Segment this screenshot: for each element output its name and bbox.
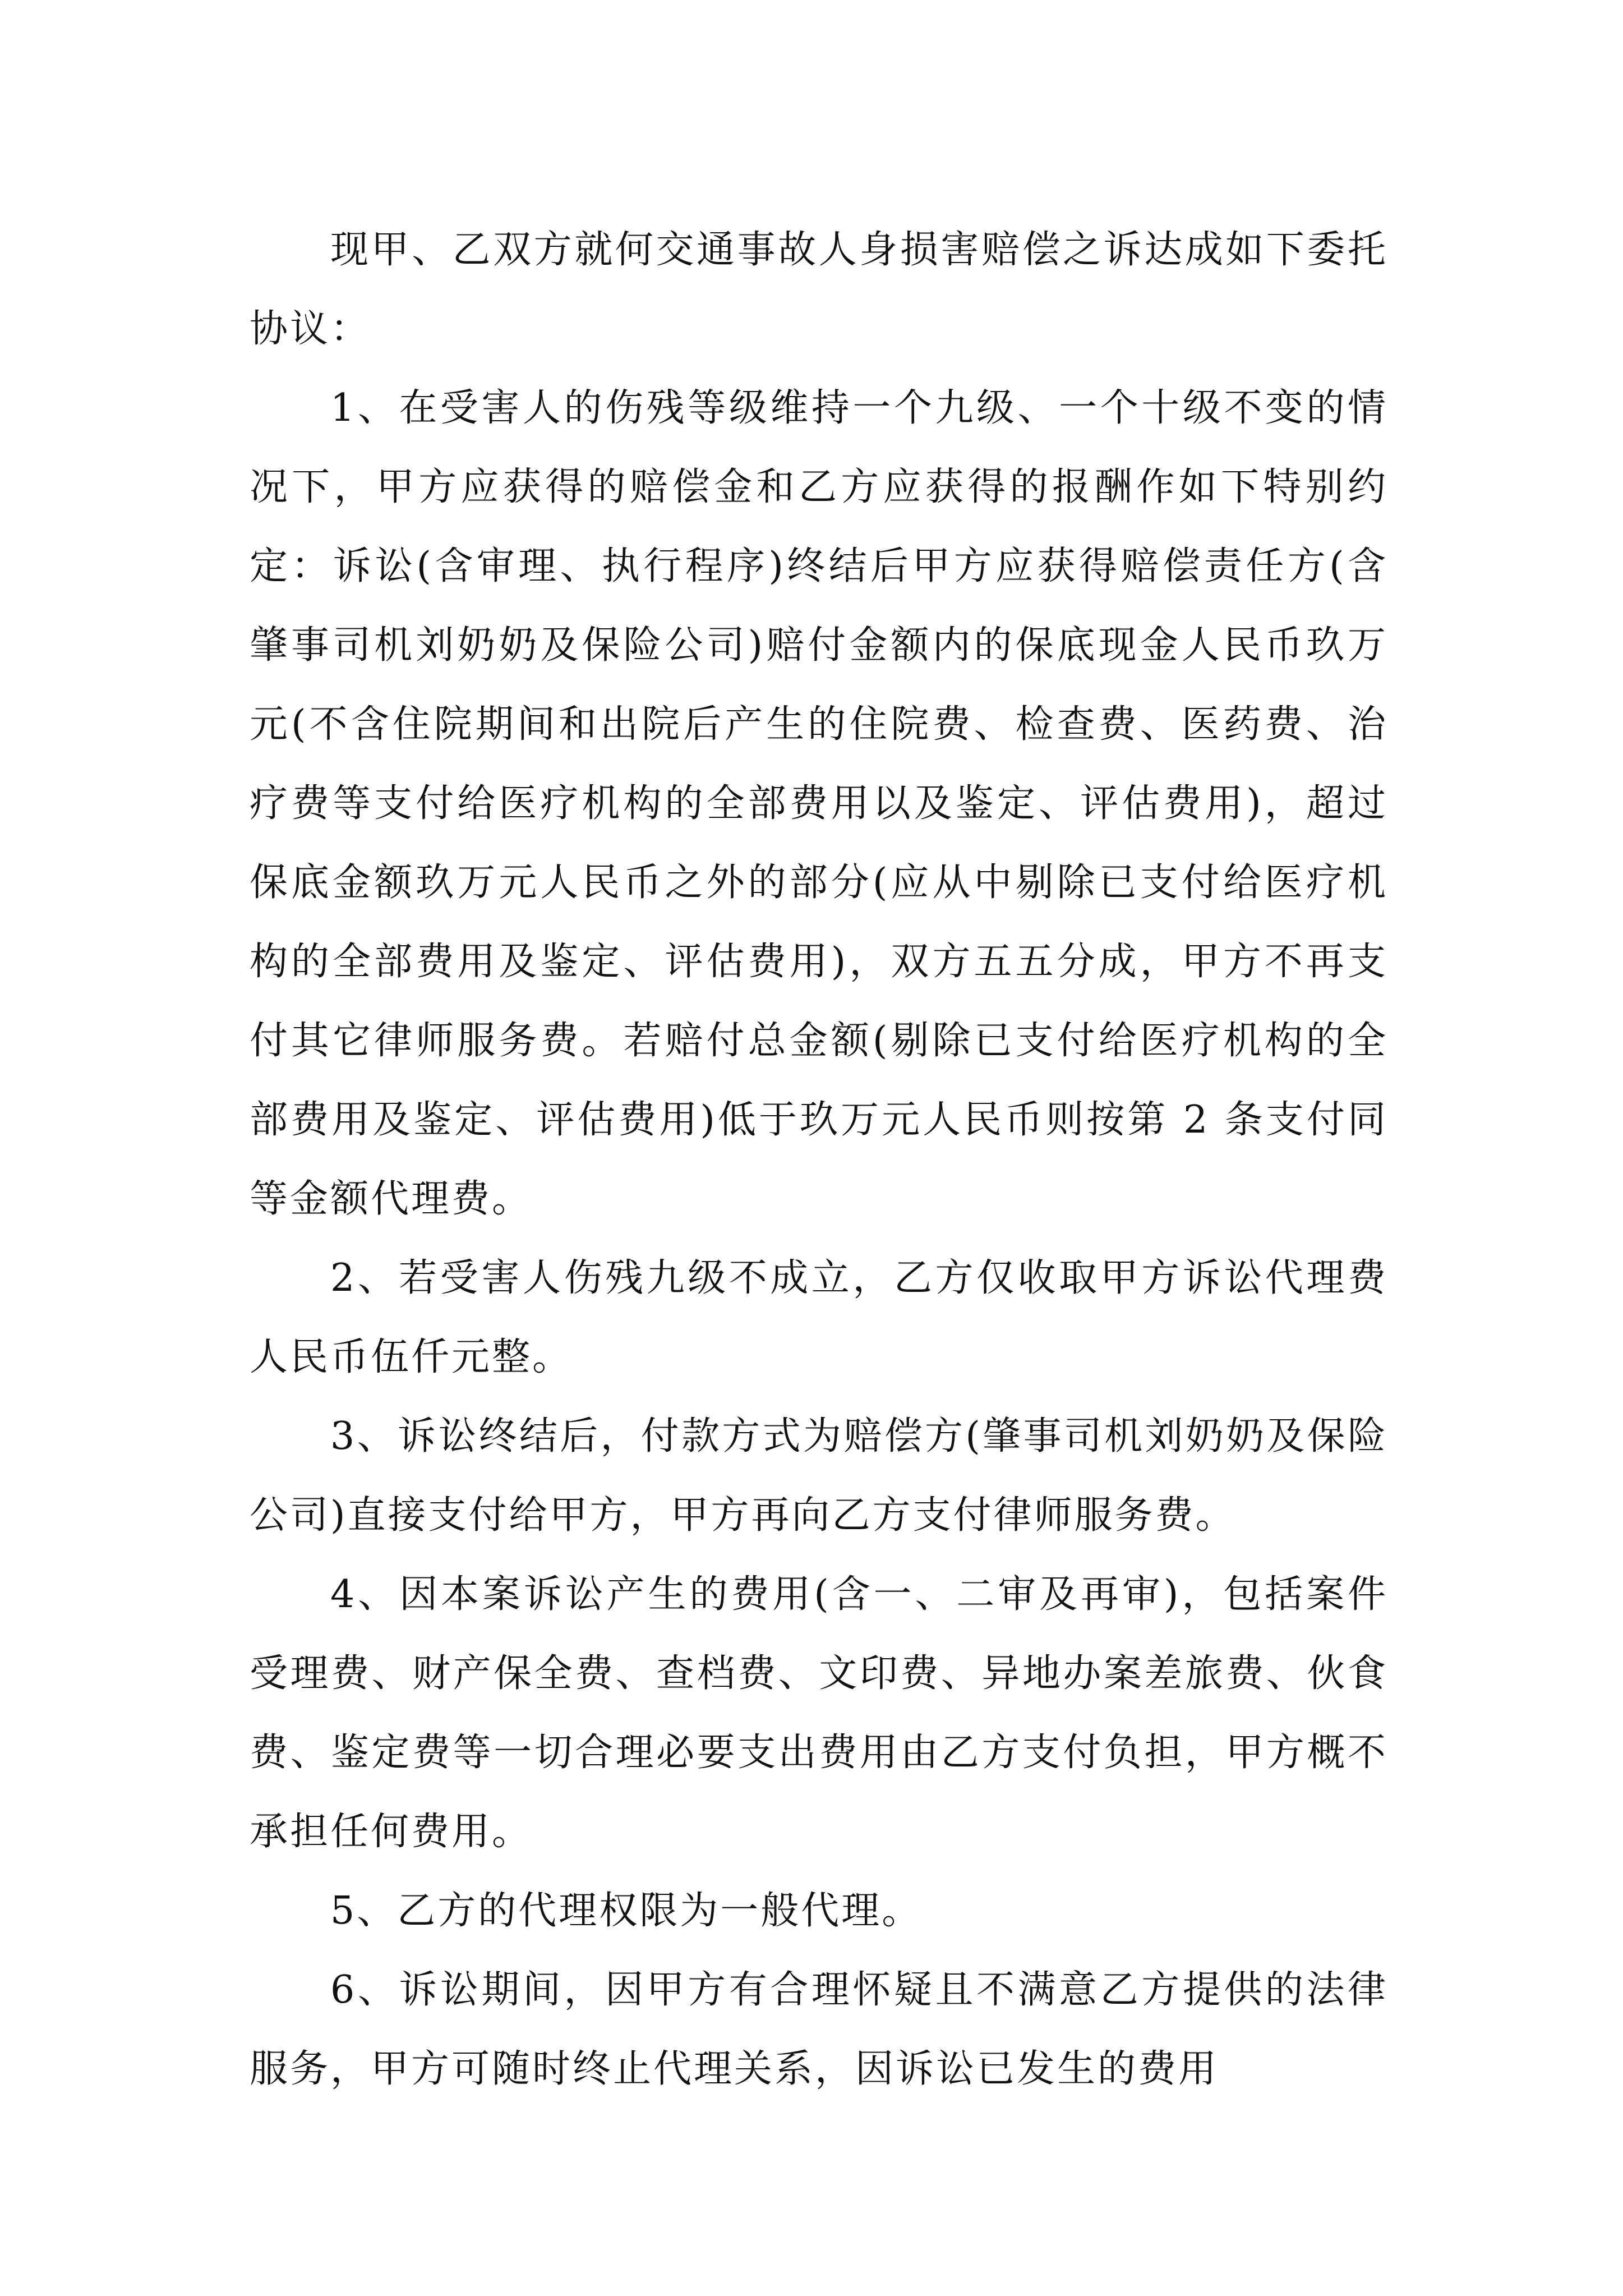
paragraph-clause-5: 5、乙方的代理权限为一般代理。 [330, 1889, 923, 1933]
paragraph-clause-4: 4、因本案诉讼产生的费用(含一、二审及再审)，包括案件受理费、财产保全费、查档费、文印费、异地办案差旅费、伙食费、鉴定费等一切合理必要支出费用由乙方支付负担，甲方概不承担任何费用。 [250, 1572, 1388, 1854]
paragraph-clause-2: 2、若受害人伤残九级不成立，乙方仅收取甲方诉讼代理费人民币伍仟元整。 [250, 1256, 1388, 1379]
paragraph-clause-3: 3、诉讼终结后，付款方式为赔偿方(肇事司机刘奶奶及保险公司)直接支付给甲方，甲方再向乙方支付律师服务费。 [250, 1414, 1388, 1538]
paragraph-intro: 现甲、乙双方就何交通事故人身损害赔偿之诉达成如下委托协议： [250, 228, 1388, 351]
paragraph-clause-6: 6、诉讼期间，因甲方有合理怀疑且不满意乙方提供的法律服务，甲方可随时终止代理关系，因诉讼已发生的费用 [250, 1968, 1388, 2091]
document-body [250, 210, 1388, 2109]
paragraph-clause-1: 1、在受害人的伤残等级维持一个九级、一个十级不变的情况下，甲方应获得的赔偿金和乙方应获得的报酬作如下特别约定：诉讼(含审理、执行程序)终结后甲方应获得赔偿责任方(含肇事司机刘奶奶及保险公司)赔付金额内的保底现金人民币玖万元(不含住院期间和出院后产生的住院费、检查费、医药费、治疗费等支付给医疗机构的全部费用以及鉴定、评估费用)，超过保底金额玖万元人民币之外的部分(应从中剔除已支付给医疗机构的全部费用及鉴定、评估费用)，双方五五分成，甲方不再支付其它律师服务费。若赔付总金额(剔除已支付给医疗机构的全部费用及鉴定、评估费用)低于玖万元人民币则按第 2 条支付同等金额代理费。 [250, 386, 1389, 1221]
